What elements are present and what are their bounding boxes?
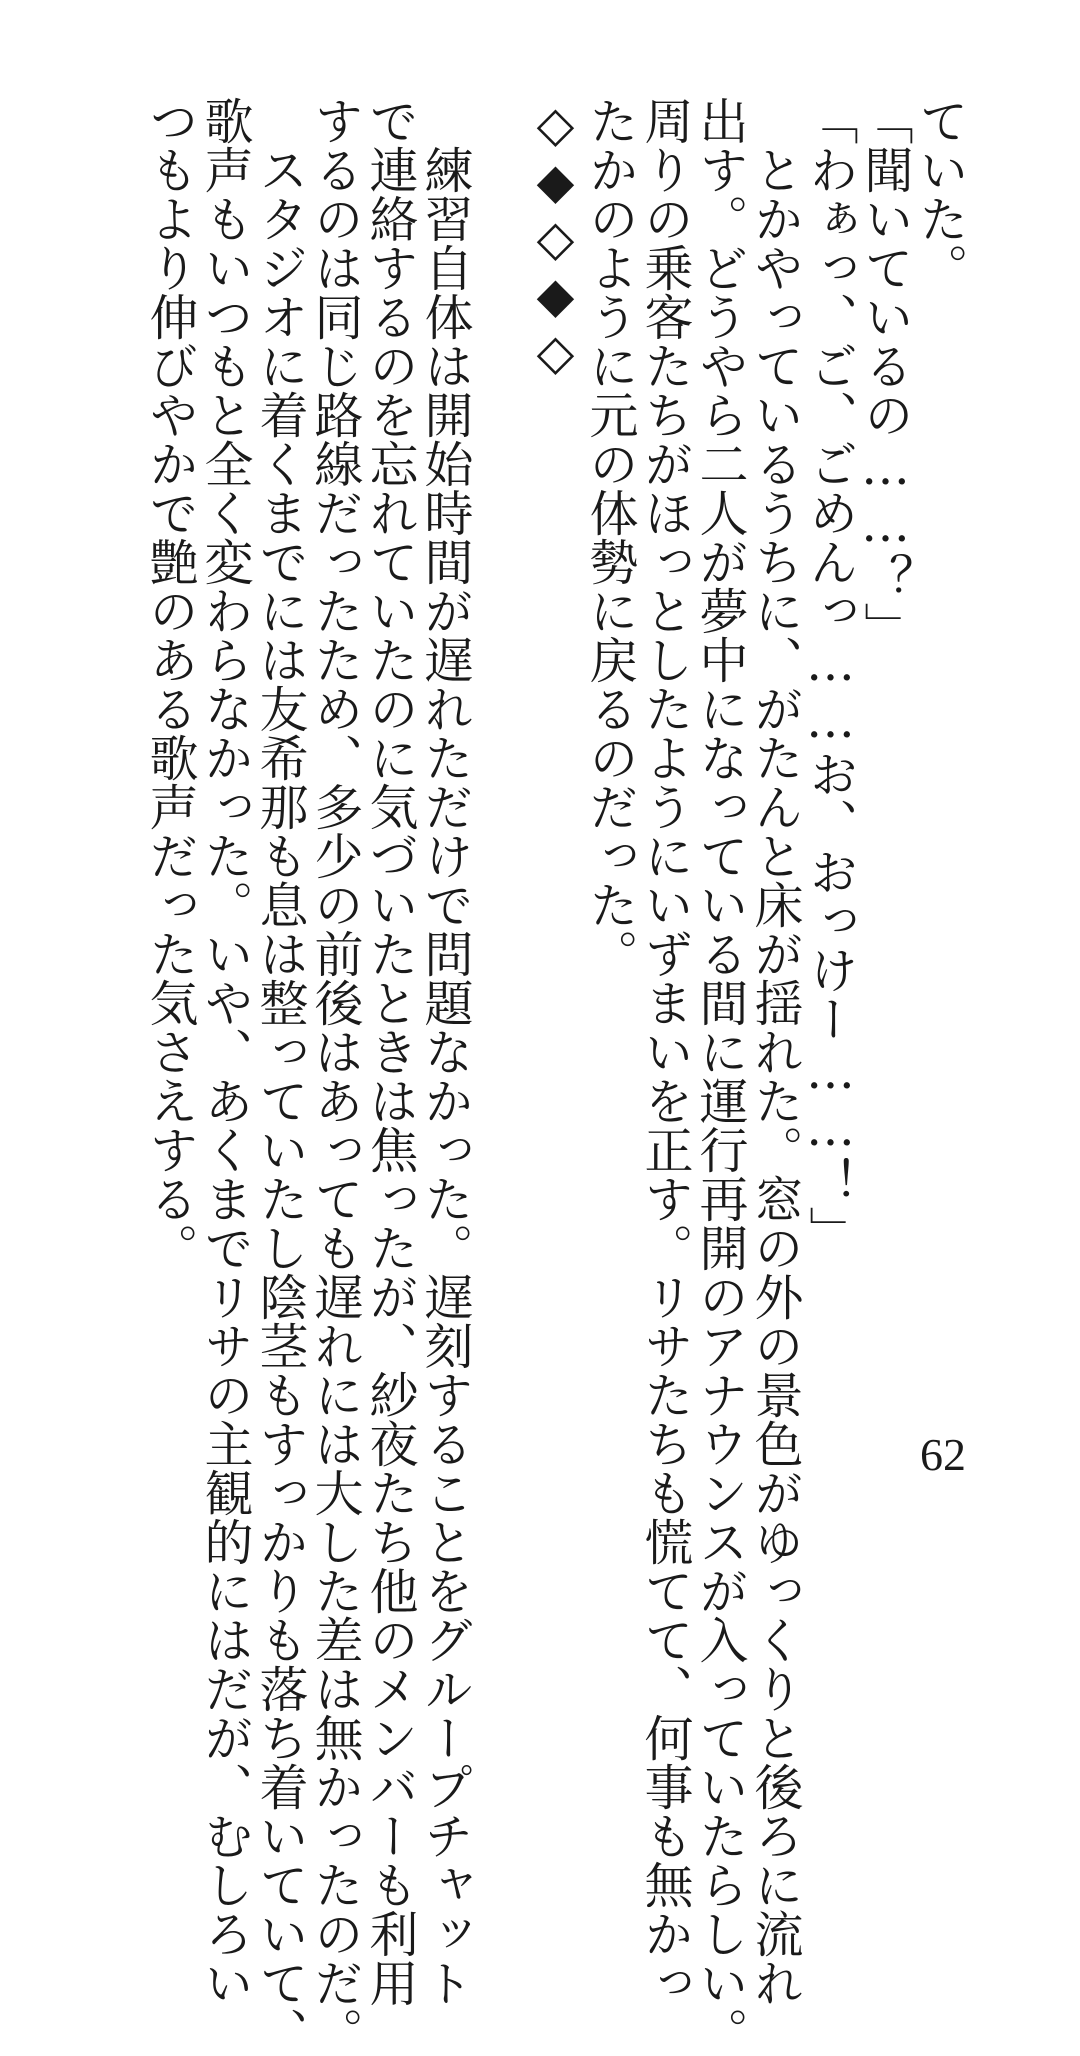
text-column-7: たかのように元の体勢に戻るのだった。 xyxy=(582,96,639,978)
text-column-1: ていた。 xyxy=(912,96,969,292)
text-column-12: 歌声もいつもと全く変わらなかった。いや、あくまでリサの主観的にはだが、むしろい xyxy=(197,96,254,2007)
text-column-3: 「わぁっ、ご、ごめんっ……お、おっけー……！」 xyxy=(802,96,859,1255)
text-column-6: 周りの乗客たちがほっとしたようにいずまいを正す。リサたちも慌てて、何事も無かっ xyxy=(637,96,694,2007)
text-column-2: 「聞いているの……？」 xyxy=(857,96,914,651)
text-column-blank xyxy=(472,96,528,1516)
text-column-10: するのは同じ路線だったため、多少の前後はあっても遅れには大した差は無かったのだ。 xyxy=(307,96,364,2056)
page-number: 62 xyxy=(920,1429,966,1480)
text-column-13: つもより伸びやかで艶のある歌声だった気さえする。 xyxy=(142,96,199,1272)
text-column-11: スタジオに着くまでには友希那も息は整っていたし陰茎もすっかりも落ち着いていて、 xyxy=(252,96,309,2056)
text-column-9: で連絡するのを忘れていたのに気づいたときは焦ったが、紗夜たち他のメンバーも利用 xyxy=(362,96,419,2007)
text-column-4: とかやっているうちに、がたんと床が揺れた。窓の外の景色がゆっくりと後ろに流れ xyxy=(747,96,804,2007)
section-divider: ◇◆◇◆◇ xyxy=(527,96,584,381)
text-column-8: 練習自体は開始時間が遅れただけで問題なかった。遅刻することをグループチャット xyxy=(417,96,474,2007)
text-column-5: 出す。どうやら二人が夢中になっている間に運行再開のアナウンスが入っていたらしい。 xyxy=(692,96,749,2056)
